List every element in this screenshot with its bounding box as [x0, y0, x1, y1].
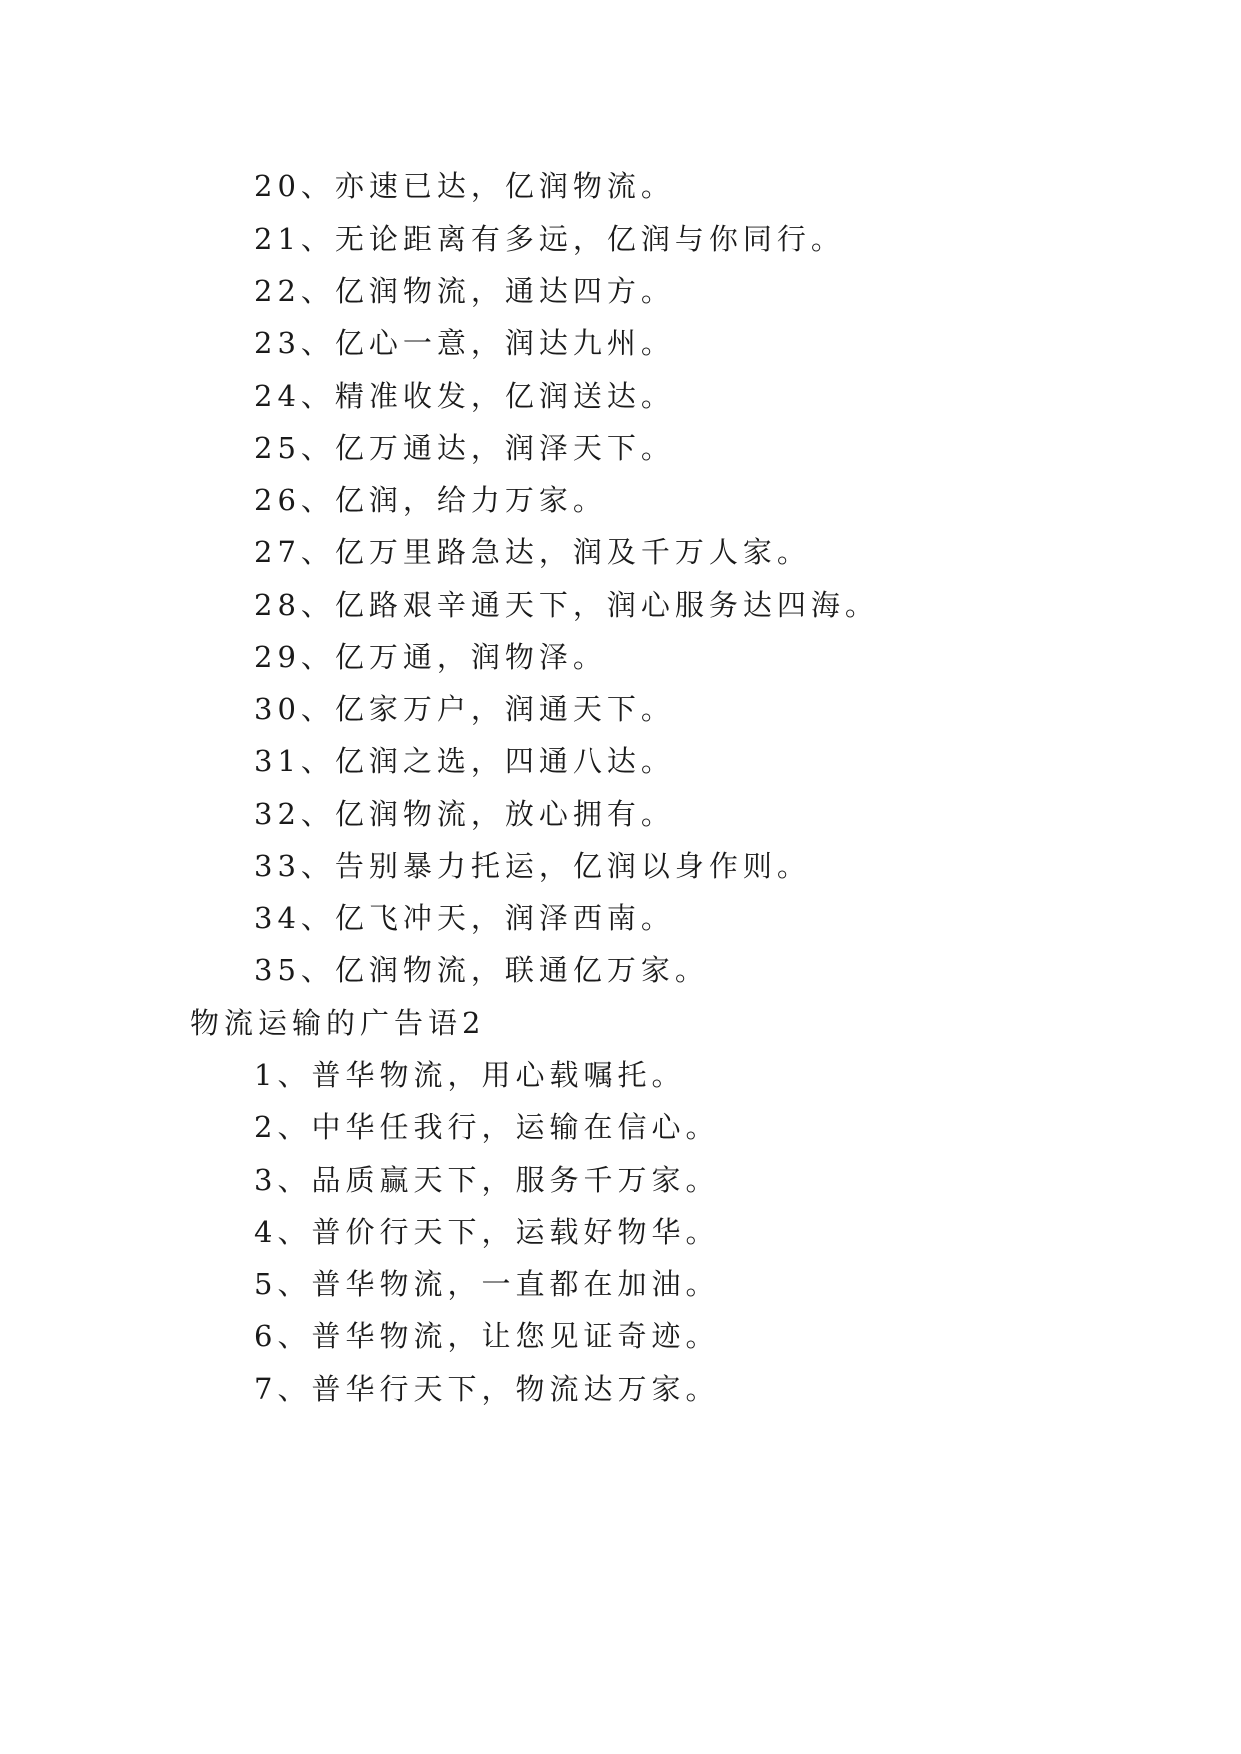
- slogan-item-27: 27、亿万里路急达，润及千万人家。: [254, 535, 811, 569]
- slogan-item-25: 25、亿万通达，润泽天下。: [254, 431, 675, 465]
- slogan-item-23: 23、亿心一意，润达九州。: [254, 326, 675, 360]
- slogan-item-31: 31、亿润之选，四通八达。: [254, 744, 675, 778]
- slogan-item-30: 30、亿家万户，润通天下。: [254, 692, 675, 726]
- slogan-item-28: 28、亿路艰辛通天下，润心服务达四海。: [254, 588, 879, 622]
- slogan-item-7: 7、普华行天下，物流达万家。: [254, 1372, 720, 1406]
- slogan-item-20: 20、亦速已达，亿润物流。: [254, 169, 675, 203]
- slogan-item-22: 22、亿润物流，通达四方。: [254, 274, 675, 308]
- slogan-item-3: 3、品质赢天下，服务千万家。: [254, 1163, 720, 1197]
- slogan-item-26: 26、亿润，给力万家。: [254, 483, 607, 517]
- slogan-item-34: 34、亿飞冲天，润泽西南。: [254, 901, 675, 935]
- slogan-item-5: 5、普华物流，一直都在加油。: [254, 1267, 720, 1301]
- slogan-item-6: 6、普华物流，让您见证奇迹。: [254, 1319, 720, 1353]
- slogan-item-29: 29、亿万通，润物泽。: [254, 640, 607, 674]
- slogan-item-24: 24、精准收发，亿润送达。: [254, 379, 675, 413]
- slogan-item-1: 1、普华物流，用心载嘱托。: [254, 1058, 686, 1092]
- section-heading: 物流运输的广告语2: [190, 1006, 486, 1040]
- slogan-item-35: 35、亿润物流，联通亿万家。: [254, 953, 709, 987]
- slogan-item-21: 21、无论距离有多远，亿润与你同行。: [254, 222, 845, 256]
- slogan-item-32: 32、亿润物流，放心拥有。: [254, 797, 675, 831]
- slogan-item-33: 33、告别暴力托运，亿润以身作则。: [254, 849, 811, 883]
- slogan-item-2: 2、中华任我行，运输在信心。: [254, 1110, 720, 1144]
- slogan-item-4: 4、普价行天下，运载好物华。: [254, 1215, 720, 1249]
